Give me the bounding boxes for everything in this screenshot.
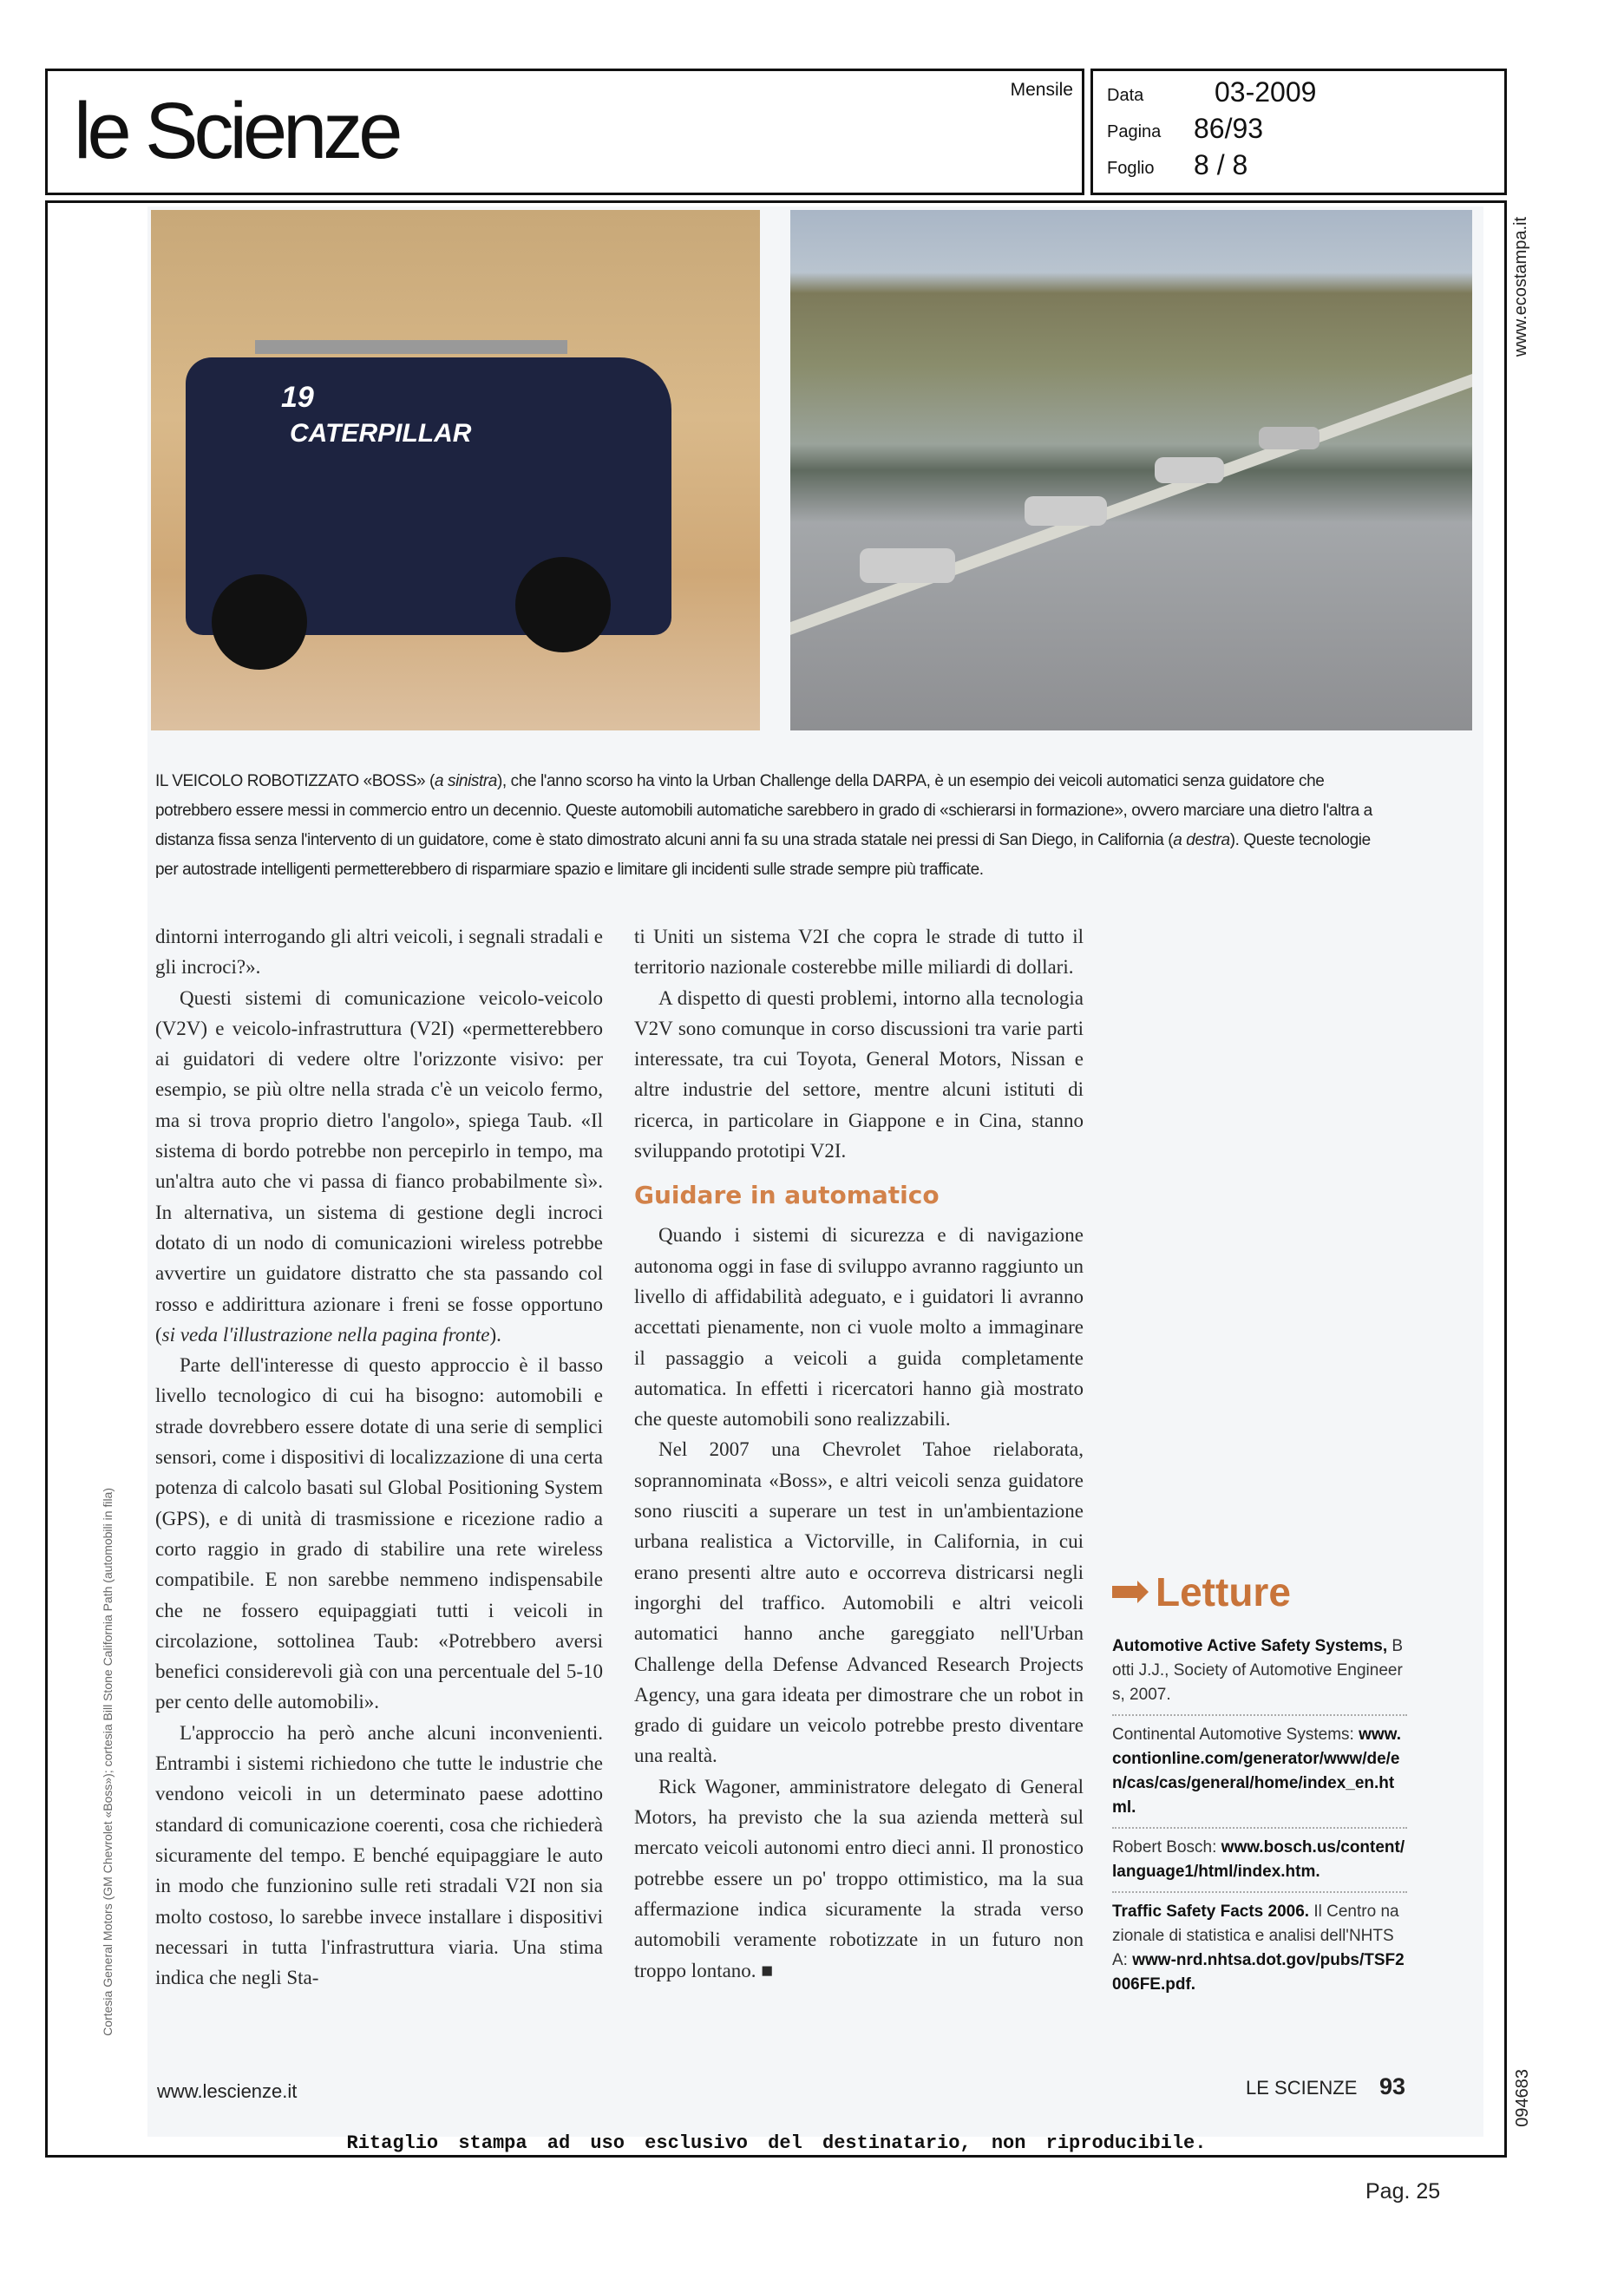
- car: [1259, 427, 1320, 449]
- reference-text: Il Centro nazionale di statistica e analisi dell'NHTSA:: [1112, 1902, 1399, 1969]
- paragraph-text: ).: [489, 1323, 501, 1346]
- paragraph: L'approccio ha però anche alcuni inconvenienti. Entrambi i sistemi richiedono che tutte le industrie che vendono veicoli in un determinato paese adottino standard di comunicazione coerenti, cosa che richiederà sicuramente del tempo. E benché equipaggiare le auto in modo che funzionino sulle reti stradali V2I non sia molto costoso, lo sarebbe invece installare i dispositivi necessari in tutta l'infrastruttura viaria. Una stima indica che negli Sta-: [155, 1721, 603, 1989]
- masthead-box: [45, 69, 1084, 195]
- frequency-label: Mensile: [1010, 80, 1073, 100]
- reference-link[interactable]: www-nrd.nhtsa.dot.gov/pubs/TSF2006FE.pdf.: [1112, 1951, 1405, 1994]
- paragraph-text: Questi sistemi di comunicazione veicolo-veicolo (V2V) e veicolo-infrastruttura (V2I) «permetterebbero ai guidatori di vedere oltre l'orizzonte visivo: per esempio, se più oltre nella strada c'è un veicolo fermo, ma si trova proprio dietro l'angolo», spiega Taub. «Il sistema di bordo potrebbe non percepirlo in tempo, ma un'altra auto che vi passa di fianco probabilmente sì». In alternativa, un sistema di gestione degli incroci dotato di un nodo di comunicazioni wireless potrebbe avvertire un guidatore distratto che sta passando col rosso e addirittura azionare i freni se fosse opportuno (: [155, 986, 603, 1346]
- photo-caption: [155, 767, 1387, 885]
- reading-list: [1112, 1568, 1407, 2004]
- paragraph-text: Rick Wagoner, amministratore delegato di General Motors, ha previsto che la sua azienda metterà sul mercato veicoli autonomi entro dieci anni. Il pronostico potrebbe essere un po' troppo ottimistico, ma la sua affermazione indica sicuramente la strada verso automobili veramente robotizzate in un futuro non troppo lontano.: [634, 1775, 1084, 1981]
- reference-item: [1112, 1716, 1407, 1829]
- end-mark: ■: [761, 1959, 774, 1981]
- data-value: 03-2009: [1215, 76, 1317, 108]
- data-label: Data: [1107, 86, 1144, 105]
- footer-page-number: 93: [1379, 2073, 1406, 2099]
- footer-magazine: LE SCIENZE: [1246, 2077, 1358, 2099]
- car: [860, 548, 955, 583]
- sensor-rack: [255, 340, 567, 354]
- article-column-1: [155, 921, 603, 1993]
- clipping-notice: Ritaglio stampa ad uso esclusivo del destinatario, non riproducibile.: [346, 2132, 1207, 2154]
- caption-italic: a sinistra: [434, 772, 497, 790]
- arrow-right-icon: [1112, 1586, 1138, 1598]
- reference-item: [1112, 1627, 1407, 1716]
- reference-link[interactable]: www.bosch.us/content/language1/html/index.htm.: [1112, 1838, 1405, 1881]
- reading-list-title: [1112, 1568, 1407, 1615]
- paragraph: Parte dell'interesse di questo approccio è il basso livello tecnologico di cui ha bisogno: automobili e strade dovrebbero essere dotate di una serie di semplici sensori, come i dispositivi di localizzazione di una certa potenza di calcolo basati sul Global Positioning System (GPS), e di unità di trasmissione e ricezione radio a corto raggio in grado di stabilire una rete wireless compatibile. E non sarebbe nemmeno indispensabile che ne fossero equipaggiati tutti i veicoli in circolazione, sottolinea Taub: «Potrebbero aversi benefici considerevoli già con una percentuale del 5-10 per cento delle automobili».: [155, 1354, 603, 1713]
- side-code: 094683: [1513, 2069, 1532, 2127]
- reference-title: Traffic Safety Facts 2006.: [1112, 1902, 1310, 1921]
- paragraph-italic: si veda l'illustrazione nella pagina fronte: [161, 1323, 490, 1346]
- paragraph: [634, 1771, 1084, 1986]
- vehicle-brand: CATERPILLAR: [290, 419, 472, 448]
- side-url: www.ecostampa.it: [1511, 217, 1530, 357]
- foglio-label: Foglio: [1107, 159, 1155, 178]
- reference-item: [1112, 1893, 1407, 2004]
- wheel: [515, 557, 611, 652]
- article-column-2: [634, 921, 1084, 1986]
- photo-platoon-highway: [790, 210, 1472, 730]
- magazine-logo: le Scienze: [74, 87, 399, 175]
- car: [1025, 496, 1107, 526]
- reference-title: Automotive Active Safety Systems,: [1112, 1637, 1388, 1655]
- photo-boss-vehicle: [151, 210, 760, 730]
- vehicle-number: 19: [281, 381, 314, 414]
- pagina-label: Pagina: [1107, 122, 1162, 141]
- caption-italic: a destra: [1173, 831, 1230, 849]
- reference-text: Robert Bosch:: [1112, 1838, 1221, 1857]
- photo-credit: Cortesia General Motors (GM Chevrolet «Boss»); cortesia Bill Stone California Path (automobili in fila): [101, 1488, 115, 2036]
- reading-list-heading: Letture: [1156, 1569, 1291, 1614]
- reference-item: [1112, 1829, 1407, 1893]
- paragraph: Quando i sistemi di sicurezza e di navigazione autonoma oggi in fase di sviluppo avranno raggiunto un livello di affidabilità adeguato, e i guidatori li avranno accettati pienamente, non ci vuole molto a immaginare il passaggio a veicoli a guida completamente automatica. In effetti i ricercatori hanno già mostrato che queste automobili sono realizzabili.: [634, 1224, 1084, 1431]
- paragraph: Nel 2007 una Chevrolet Tahoe rielaborata, soprannominata «Boss», e altri veicoli senza guidatore sono riusciti a superare un test in un'ambientazione urbana realistica a Victorville, in California, in cui erano presenti altre auto e occorreva districarsi negli ingorghi del traffico. Automobili e altri veicoli automatici hanno anche gareggiato nell'Urban Challenge della Defense Advanced Research Projects Agency, una gara ideata per dimostrare che un robot in grado di guidare un veicolo potrebbe presto diventare una realtà.: [634, 1438, 1084, 1767]
- reference-link[interactable]: www.contionline.com/generator/www/de/en/cas/cas/general/home/index_en.html.: [1112, 1726, 1402, 1817]
- lane-barrier: [790, 348, 1472, 656]
- footer-url: www.lescienze.it: [157, 2080, 298, 2102]
- paragraph: dintorni interrogando gli altri veicoli, i segnali stradali e gli incroci?».: [155, 926, 603, 979]
- caption-text: ). Queste tecnologie per autostrade intelligenti permetterebbero di risparmiare spazio e limitare gli incidenti sulle strade sempre più trafficate.: [155, 831, 1371, 879]
- paragraph: [155, 983, 603, 1351]
- caption-text: ), che l'anno scorso ha vinto la Urban Challenge della DARPA, è un esempio dei veicoli automatici senza guidatore che potrebbero essere messi in commercio entro un decennio. Queste automobili automatiche sarebbero in grado di «schierarsi in formazione», ovvero marciare una dietro l'altra a distanza fissa senza l'intervento di un guidatore, come è stato dimostrato alcuni anni fa su una strada statale nei pressi di San Diego, in California (: [155, 772, 1372, 849]
- caption-text: IL VEICOLO ROBOTIZZATO «BOSS» (: [155, 772, 435, 790]
- reference-text: Continental Automotive Systems:: [1112, 1726, 1359, 1744]
- pagina-value: 86/93: [1194, 113, 1264, 144]
- foglio-value: 8 / 8: [1194, 149, 1248, 180]
- paragraph: ti Uniti un sistema V2I che copra le strade di tutto il territorio nazionale costerebbe mille miliardi di dollari.: [634, 926, 1084, 979]
- issue-meta-box: [1090, 69, 1507, 195]
- paragraph: A dispetto di questi problemi, intorno alla tecnologia V2V sono comunque in corso discussioni tra varie parti interessate, tra cui Toyota, General Motors, Nissan e altre industrie del settore, mentre alcuni istituti di ricerca, in particolare in Giappone e in Cina, stanno sviluppando prototipi V2I.: [634, 986, 1084, 1162]
- wheel: [212, 574, 307, 670]
- pdf-page-number: Pag. 25: [1365, 2179, 1441, 2204]
- reference-text: Botti J.J., Society of Automotive Engineers, 2007.: [1112, 1637, 1404, 1704]
- car: [1155, 457, 1224, 483]
- section-heading: Guidare in automatico: [634, 1181, 940, 1210]
